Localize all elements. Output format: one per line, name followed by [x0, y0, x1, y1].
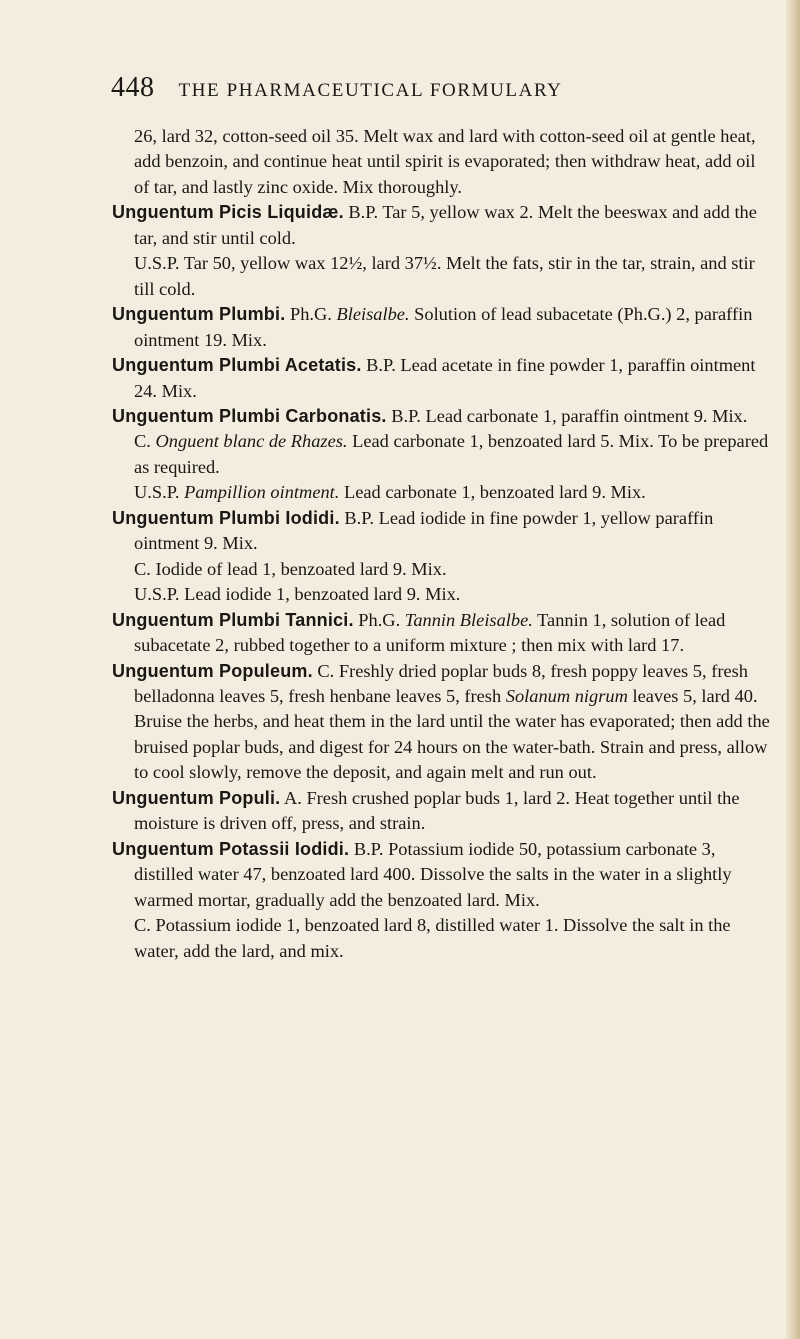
entry-variant: U.S.P. Lead iodide 1, benzoated lard 9. Mix. — [134, 584, 461, 605]
entry-unguentum-plumbi: Unguentum Plumbi. Ph.G. Bleisalbe. Solution of lead subacetate (Ph.G.) 2, paraffin ointment 19. Mix. — [112, 304, 753, 350]
entry-heading: Unguentum Plumbi Carbonatis. — [112, 405, 387, 426]
entry-unguentum-plumbi-carbonatis: Unguentum Plumbi Carbonatis. B.P. Lead carbonate 1, paraffin ointment 9. Mix. — [112, 405, 748, 426]
entry-unguentum-plumbi-acetatis: Unguentum Plumbi Acetatis. B.P. Lead acetate in fine powder 1, paraffin ointment 24. Mix. — [112, 355, 756, 401]
entry-variant: C. Onguent blanc de Rhazes. Lead carbonate 1, benzoated lard 5. Mix. To be prepared as required. — [134, 431, 769, 477]
entry-variant: U.S.P. Tar 50, yellow wax 12½, lard 37½. Melt the fats, stir in the tar, strain, and stir till cold. — [134, 253, 755, 299]
entry-heading: Unguentum Plumbi Tannici. — [112, 609, 354, 630]
entry-heading: Unguentum Plumbi Acetatis. — [112, 355, 362, 376]
entry-heading: Unguentum Potassii Iodidi. — [112, 838, 350, 859]
entry-unguentum-plumbi-iodidi: Unguentum Plumbi Iodidi. B.P. Lead iodide in fine powder 1, yellow paraffin ointment 9. Mix. — [112, 507, 714, 554]
synonym: Pampillion ointment. — [184, 482, 340, 503]
entry-heading: Unguentum Plumbi Iodidi. — [112, 507, 340, 528]
page-edge — [786, 0, 800, 1339]
entry-unguentum-potassii-iodidi: Unguentum Potassii Iodidi. B.P. Potassium iodide 50, potassium carbonate 3, distilled water 47, benzoated lard 400. Dissolve the salts in the water in a slightly warmed mortar, gradually add the benzoated lard. Mix. — [112, 838, 732, 910]
entry-unguentum-plumbi-tannici: Unguentum Plumbi Tannici. Ph.G. Tannin Bleisalbe. Tannin 1, solution of lead subacetate 2, rubbed together to a uniform mixture ; then mix with lard 17. — [112, 609, 726, 656]
botanical-name: Solanum nigrum — [505, 685, 628, 706]
synonym: Onguent blanc de Rhazes. — [155, 431, 348, 452]
entry-variant: U.S.P. Pampillion ointment. Lead carbonate 1, benzoated lard 9. Mix. — [134, 482, 646, 503]
paragraph-continuation: 26, lard 32, cotton-seed oil 35. Melt wax and lard with cotton-seed oil at gentle heat, add benzoin, and continue heat until spirit is evaporated; then withdraw heat, add oil of tar, and lastly zinc oxide. Mix thoroughly. — [134, 126, 756, 197]
synonym: Bleisalbe. — [336, 304, 410, 325]
page-body — [112, 124, 774, 964]
entry-heading: Unguentum Plumbi. — [112, 304, 286, 325]
entry-variant: C. Potassium iodide 1, benzoated lard 8, distilled water 1. Dissolve the salt in the water, add the lard, and mix. — [134, 915, 731, 961]
entry-unguentum-picis-liquidae: Unguentum Picis Liquidæ. B.P. Tar 5, yellow wax 2. Melt the beeswax and add the tar, and stir until cold. — [112, 202, 757, 248]
entry-heading: Unguentum Populi. — [112, 787, 281, 808]
entry-unguentum-populi: Unguentum Populi. A. Fresh crushed poplar buds 1, lard 2. Heat together until the moisture is driven off, press, and strain. — [112, 787, 740, 834]
entry-unguentum-populeum: Unguentum Populeum. C. Freshly dried poplar buds 8, fresh poppy leaves 5, fresh belladonna leaves 5, fresh henbane leaves 5, fresh Solanum nigrum leaves 5, lard 40. Bruise the herbs, and heat them in the lard until the water has evaporated; then add the bruised poplar buds, and digest for 24 hours on the water-bath. Strain and press, allow to cool slowly, remove the deposit, and again melt and run out. — [112, 660, 770, 783]
page-header — [111, 72, 721, 104]
entry-heading: Unguentum Populeum. — [112, 660, 313, 681]
page-number: 448 — [111, 72, 155, 103]
entry-heading: Unguentum Picis Liquidæ. — [112, 202, 344, 223]
synonym: Tannin Bleisalbe. — [404, 609, 533, 630]
running-title: THE PHARMACEUTICAL FORMULARY — [178, 80, 563, 101]
entry-variant: C. Iodide of lead 1, benzoated lard 9. Mix. — [134, 558, 447, 579]
